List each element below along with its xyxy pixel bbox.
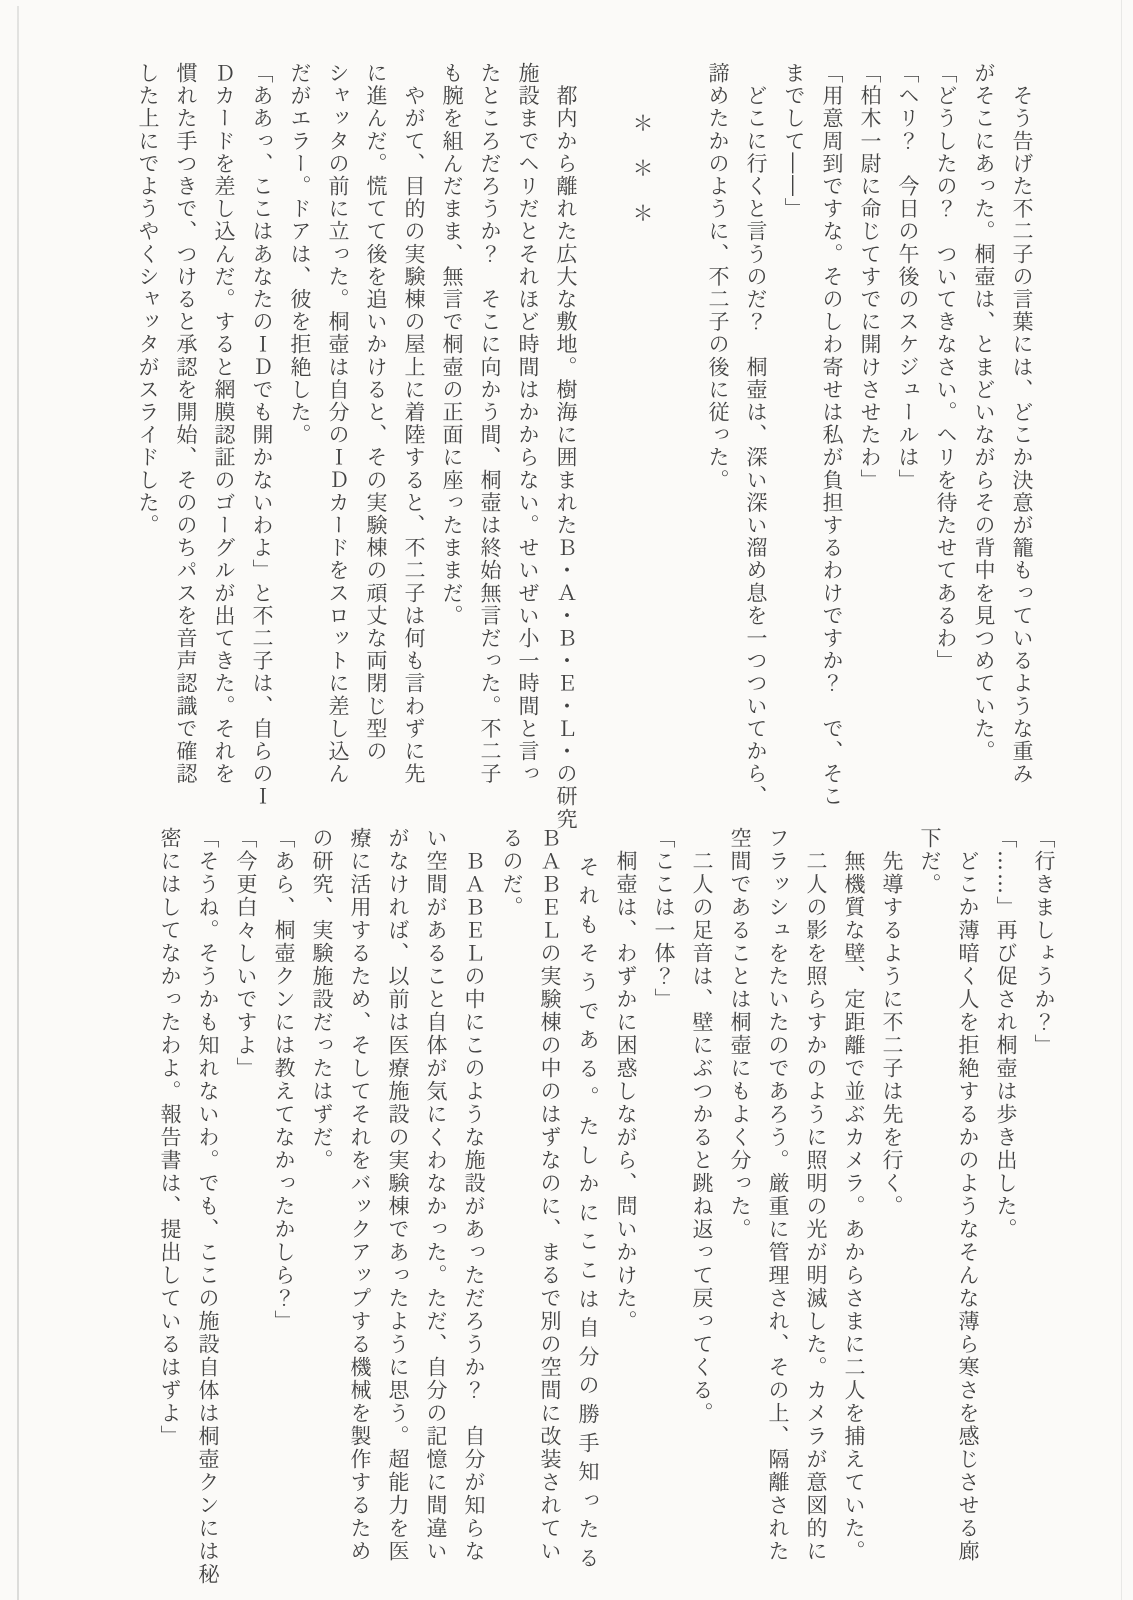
text-line: どこか薄暗く人を拒絶するかのようなそんな薄ら寒さを感じさせる廊: [956, 827, 980, 1563]
text-line: 「……」再び促され桐壺は歩き出した。: [994, 827, 1018, 1241]
text-line: 諦めたかのように、不二子の後に従った。: [706, 62, 730, 492]
text-line: 都内から離れた広大な敷地。樹海に囲まれたＢ・Ａ・Ｂ・Ｅ・Ｌ・の研究: [554, 62, 578, 831]
text-line: 施設までヘリだとそれほど時間はかからない。せいぜい小一時間と言っ: [516, 62, 540, 786]
text-line: 下だ。: [918, 827, 942, 896]
text-line: 「柏木一尉に命じてすでに開けさせたわ」: [858, 62, 882, 492]
text-line: ＢＡＢＥＬの中にこのような施設があっただろうか？ 自分が知らな: [462, 827, 486, 1563]
text-line: たところだろうか？ そこに向かう間、桐壺は終始無言だった。不二子: [478, 62, 502, 786]
text-line: 「あら、桐壺クンには教えてなかったかしら？」: [272, 827, 296, 1333]
text-line: 「用意周到ですな。そのしわ寄せは私が負担するわけですか？ で、そこ: [820, 62, 844, 808]
text-line: 「ここは一体？」: [652, 827, 676, 1011]
text-line: 「今更白々しいですよ」: [234, 827, 258, 1080]
section-divider: ＊ ＊ ＊: [630, 112, 654, 225]
text-line: だがエラー。ドアは、彼を拒絶した。: [288, 62, 312, 447]
text-line: 空間であることは桐壺にもよく分った。: [728, 827, 752, 1241]
text-line: 「ああっ、ここはあなたのＩＤでも開かないわよ」と不二子は、自らのＩ: [250, 62, 274, 808]
text-line: ＢＡＢＥＬの実験棟の中のはずなのに、まるで別の空間に改装されてい: [538, 827, 562, 1563]
text-line: るのだ。: [500, 827, 524, 919]
text-line: がなければ、以前は医療施設の実験棟であったように思う。超能力を医: [386, 827, 410, 1563]
text-block-top: [129, 62, 1041, 831]
text-line: 療に活用するため、そしてそれをバックアップする機械を製作するため: [348, 827, 372, 1563]
text-line: シャッタの前に立った。桐壺は自分のＩＤカードをスロットに差し込ん: [326, 62, 350, 786]
text-line: 二人の影を照らすかのように照明の光が明滅した。カメラが意図的に: [804, 827, 828, 1563]
text-line: 「ヘリ？ 今日の午後のスケジュールは」: [896, 62, 920, 492]
text-line: 慣れた手つきで、つけると承認を開始、そののちパスを音声認識で確認: [174, 62, 198, 786]
text-line: い空間があること自体が気にくわなかった。ただ、自分の記憶に間違い: [424, 827, 448, 1563]
text-line: フラッシュをたいたのであろう。厳重に管理され、その上、隔離された: [766, 827, 790, 1563]
text-block-bottom: [151, 827, 1063, 1586]
text-line: の研究、実験施設だったはずだ。: [310, 827, 334, 1172]
page-edge-line: [1121, 0, 1122, 1600]
text-line: 「行きましょうか？」: [1032, 827, 1056, 1057]
text-line: 桐壺は、わずかに困惑しながら、問いかけた。: [614, 827, 638, 1333]
text-line: やがて、目的の実験棟の屋上に着陸すると、不二子は何も言わずに先: [402, 62, 426, 786]
blank-line: [585, 62, 623, 802]
text-line: それもそうである。たしかにここは自分の勝手知ったる: [576, 827, 600, 1576]
text-line: 無機質な壁、定距離で並ぶカメラ。あからさまに二人を捕えていた。: [842, 827, 866, 1563]
text-line: した上にでようやくシャッタがスライドした。: [136, 62, 160, 537]
page-fold-line: [17, 6, 19, 1600]
text-line: 二人の足音は、壁にぶつかると跳ね返って戻ってくる。: [690, 827, 714, 1425]
text-line: 「そうね。そうかも知れないわ。でも、ここの施設自体は桐壺クンには秘: [196, 827, 220, 1586]
text-line: 密にはしてなかったわよ。報告書は、提出しているはずよ」: [158, 827, 182, 1448]
text-line: どこに行くと言うのだ？ 桐壺は、深い深い溜め息を一つついてから、: [744, 62, 768, 808]
text-line: Ｄカードを差し込んだ。すると網膜認証のゴーグルが出てきた。それを: [212, 62, 236, 786]
text-line: までして――」: [782, 62, 806, 221]
text-line: 先導するように不二子は先を行く。: [880, 827, 904, 1218]
blank-line: [661, 62, 699, 802]
text-line: がそこにあった。桐壺は、とまどいながらその背中を見つめていた。: [972, 62, 996, 763]
text-line: 「どうしたの？ ついてきなさい。ヘリを待たせてあるわ」: [934, 62, 958, 673]
text-line: そう告げた不二子の言葉には、どこか決意が籠もっているような重み: [1010, 62, 1034, 786]
text-line: に進んだ。慌てて後を追いかけると、その実験棟の頑丈な両閉じ型の: [364, 62, 388, 763]
text-line: も腕を組んだまま、無言で桐壺の正面に座ったままだ。: [440, 62, 464, 627]
